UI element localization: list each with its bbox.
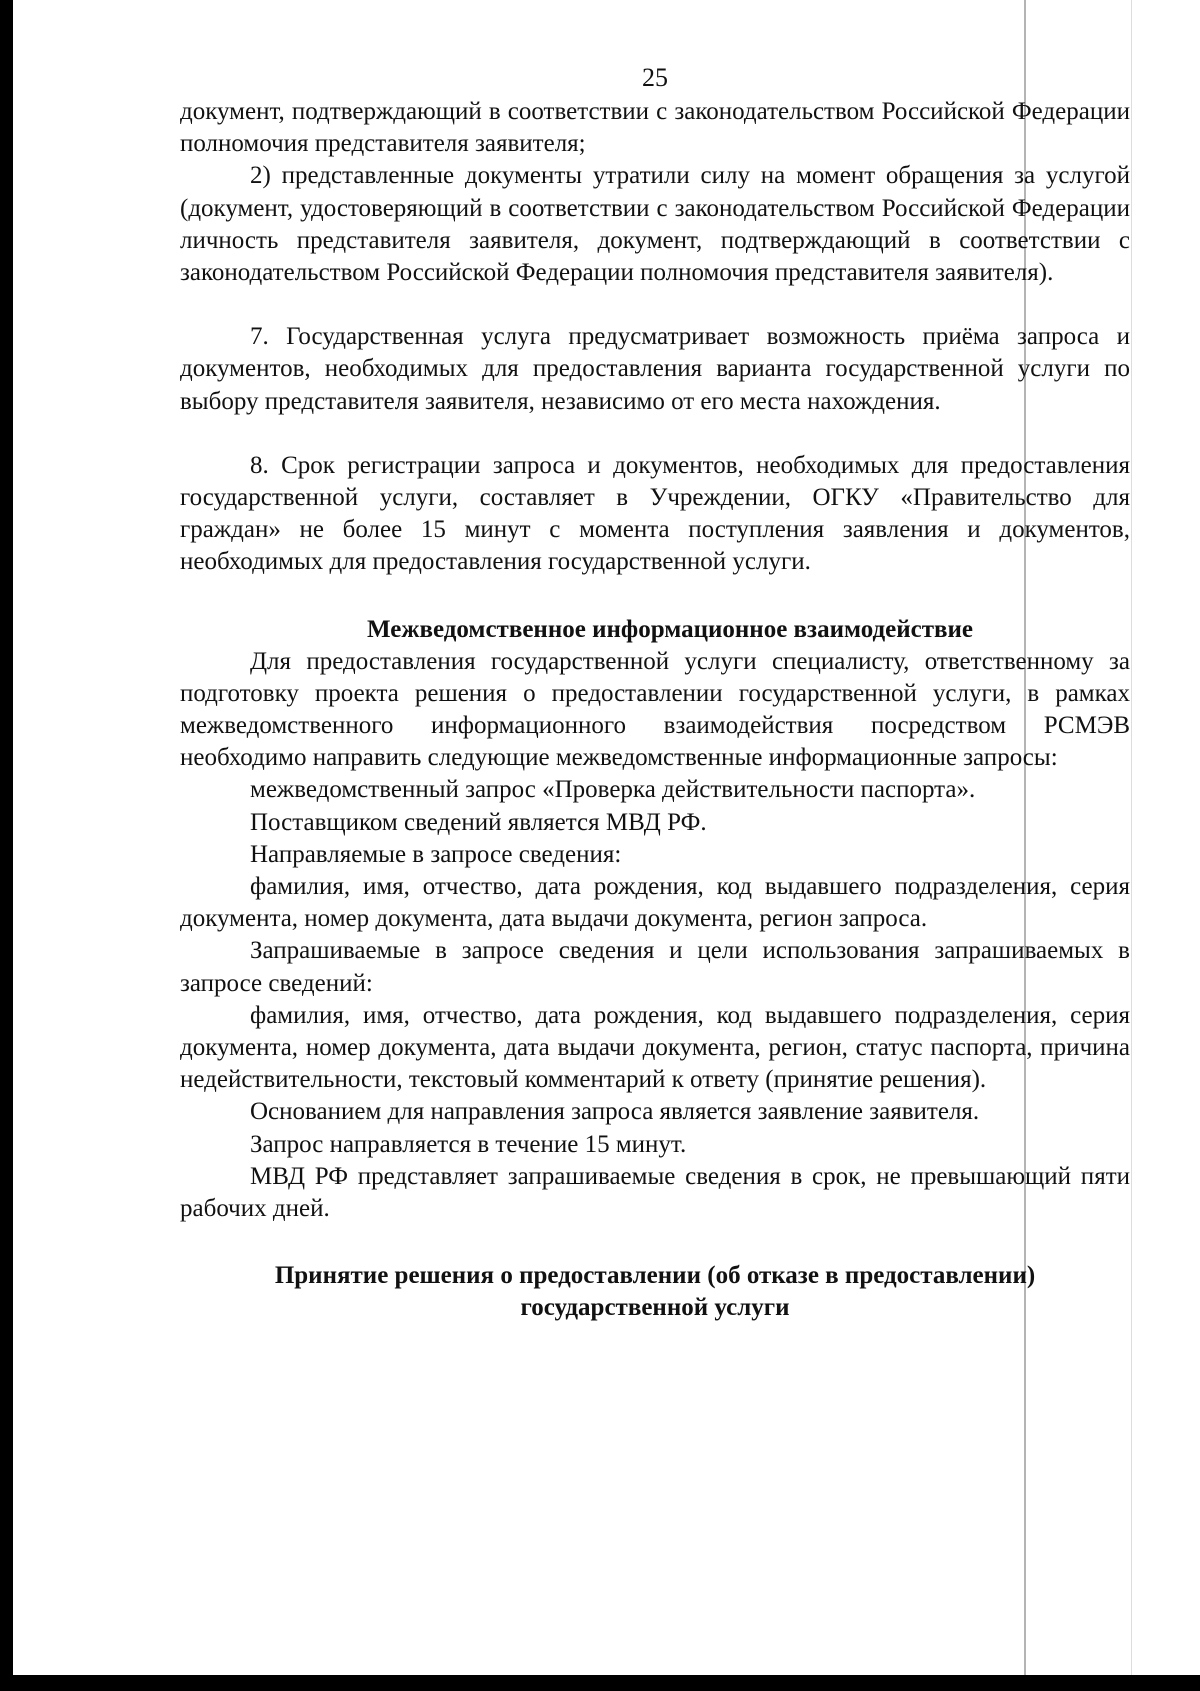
paragraph-item-8: 8. Срок регистрации запроса и документов, необходимых для предоставления государственной услуги, составляет в Учреждении, ОГКУ «Правительство для граждан» не более 15 минут с момента поступления заявления и документов, необходимых для предоставления государственной услуги. xyxy=(180,451,1130,576)
paragraph-timing: Запрос направляется в течение 15 минут. xyxy=(250,1130,687,1158)
page-number: 25 xyxy=(642,63,668,92)
scan-left-edge xyxy=(0,0,13,1691)
paragraph-requested-data-label: Запрашиваемые в запросе сведения и цели использования запрашиваемых в запросе сведений: xyxy=(180,937,1130,997)
document-page xyxy=(180,62,1130,1324)
heading-decision xyxy=(180,1260,1130,1324)
paragraph-requested-data: фамилия, имя, отчество, дата рождения, код выдавшего подразделения, серия документа, номер документа, дата выдачи документа, регион, статус паспорта, причина недействительности, текстовый комментарий к ответу (принятие решения). xyxy=(180,1001,1130,1094)
paragraph-item-2: 2) представленные документы утратили силу на момент обращения за услугой (документ, удостоверяющий в соответствии с законодательством Российской Федерации личность представителя заявителя, документ, подтверждающий в соответствии с законодательством Российской Федерации полномочия представителя заявителя). xyxy=(180,162,1130,287)
paragraph-interagency-intro: Для предоставления государственной услуги специалисту, ответственному за подготовку проекта решения о предоставлении государственной услуги, в рамках межведомственного информационного взаимодействия посредством РСМЭВ необходимо направить следующие межведомственные информационные запросы: xyxy=(180,647,1130,772)
paragraph-continuation: документ, подтверждающий в соответствии с законодательством Российской Федерации полномочия представителя заявителя; xyxy=(180,98,1130,158)
paragraph-item-7: 7. Государственная услуга предусматривает возможность приёма запроса и документов, необходимых для предоставления варианта государственной услуги по выбору представителя заявителя, независимо от его места нахождения. xyxy=(180,323,1130,415)
scan-bottom-edge xyxy=(0,1675,1200,1691)
heading-interagency: Межведомственное информационное взаимодействие xyxy=(367,615,973,643)
paragraph-sent-data-label: Направляемые в запросе сведения: xyxy=(250,840,622,868)
paragraph-basis: Основанием для направления запроса является заявление заявителя. xyxy=(250,1098,980,1126)
paragraph-sent-data: фамилия, имя, отчество, дата рождения, код выдавшего подразделения, серия документа, номер документа, дата выдачи документа, регион запроса. xyxy=(180,873,1130,933)
paragraph-request-name: межведомственный запрос «Проверка действительности паспорта». xyxy=(250,776,976,804)
scan-artifact-line xyxy=(1131,0,1132,1675)
heading-decision-line-2: государственной услуги xyxy=(520,1294,790,1322)
paragraph-response-term: МВД РФ представляет запрашиваемые сведения в срок, не превышающий пяти рабочих дней. xyxy=(180,1162,1130,1223)
heading-decision-line-1: Принятие решения о предоставлении (об отказе в предоставлении) xyxy=(274,1262,1036,1290)
paragraph-provider: Поставщиком сведений является МВД РФ. xyxy=(250,808,707,836)
